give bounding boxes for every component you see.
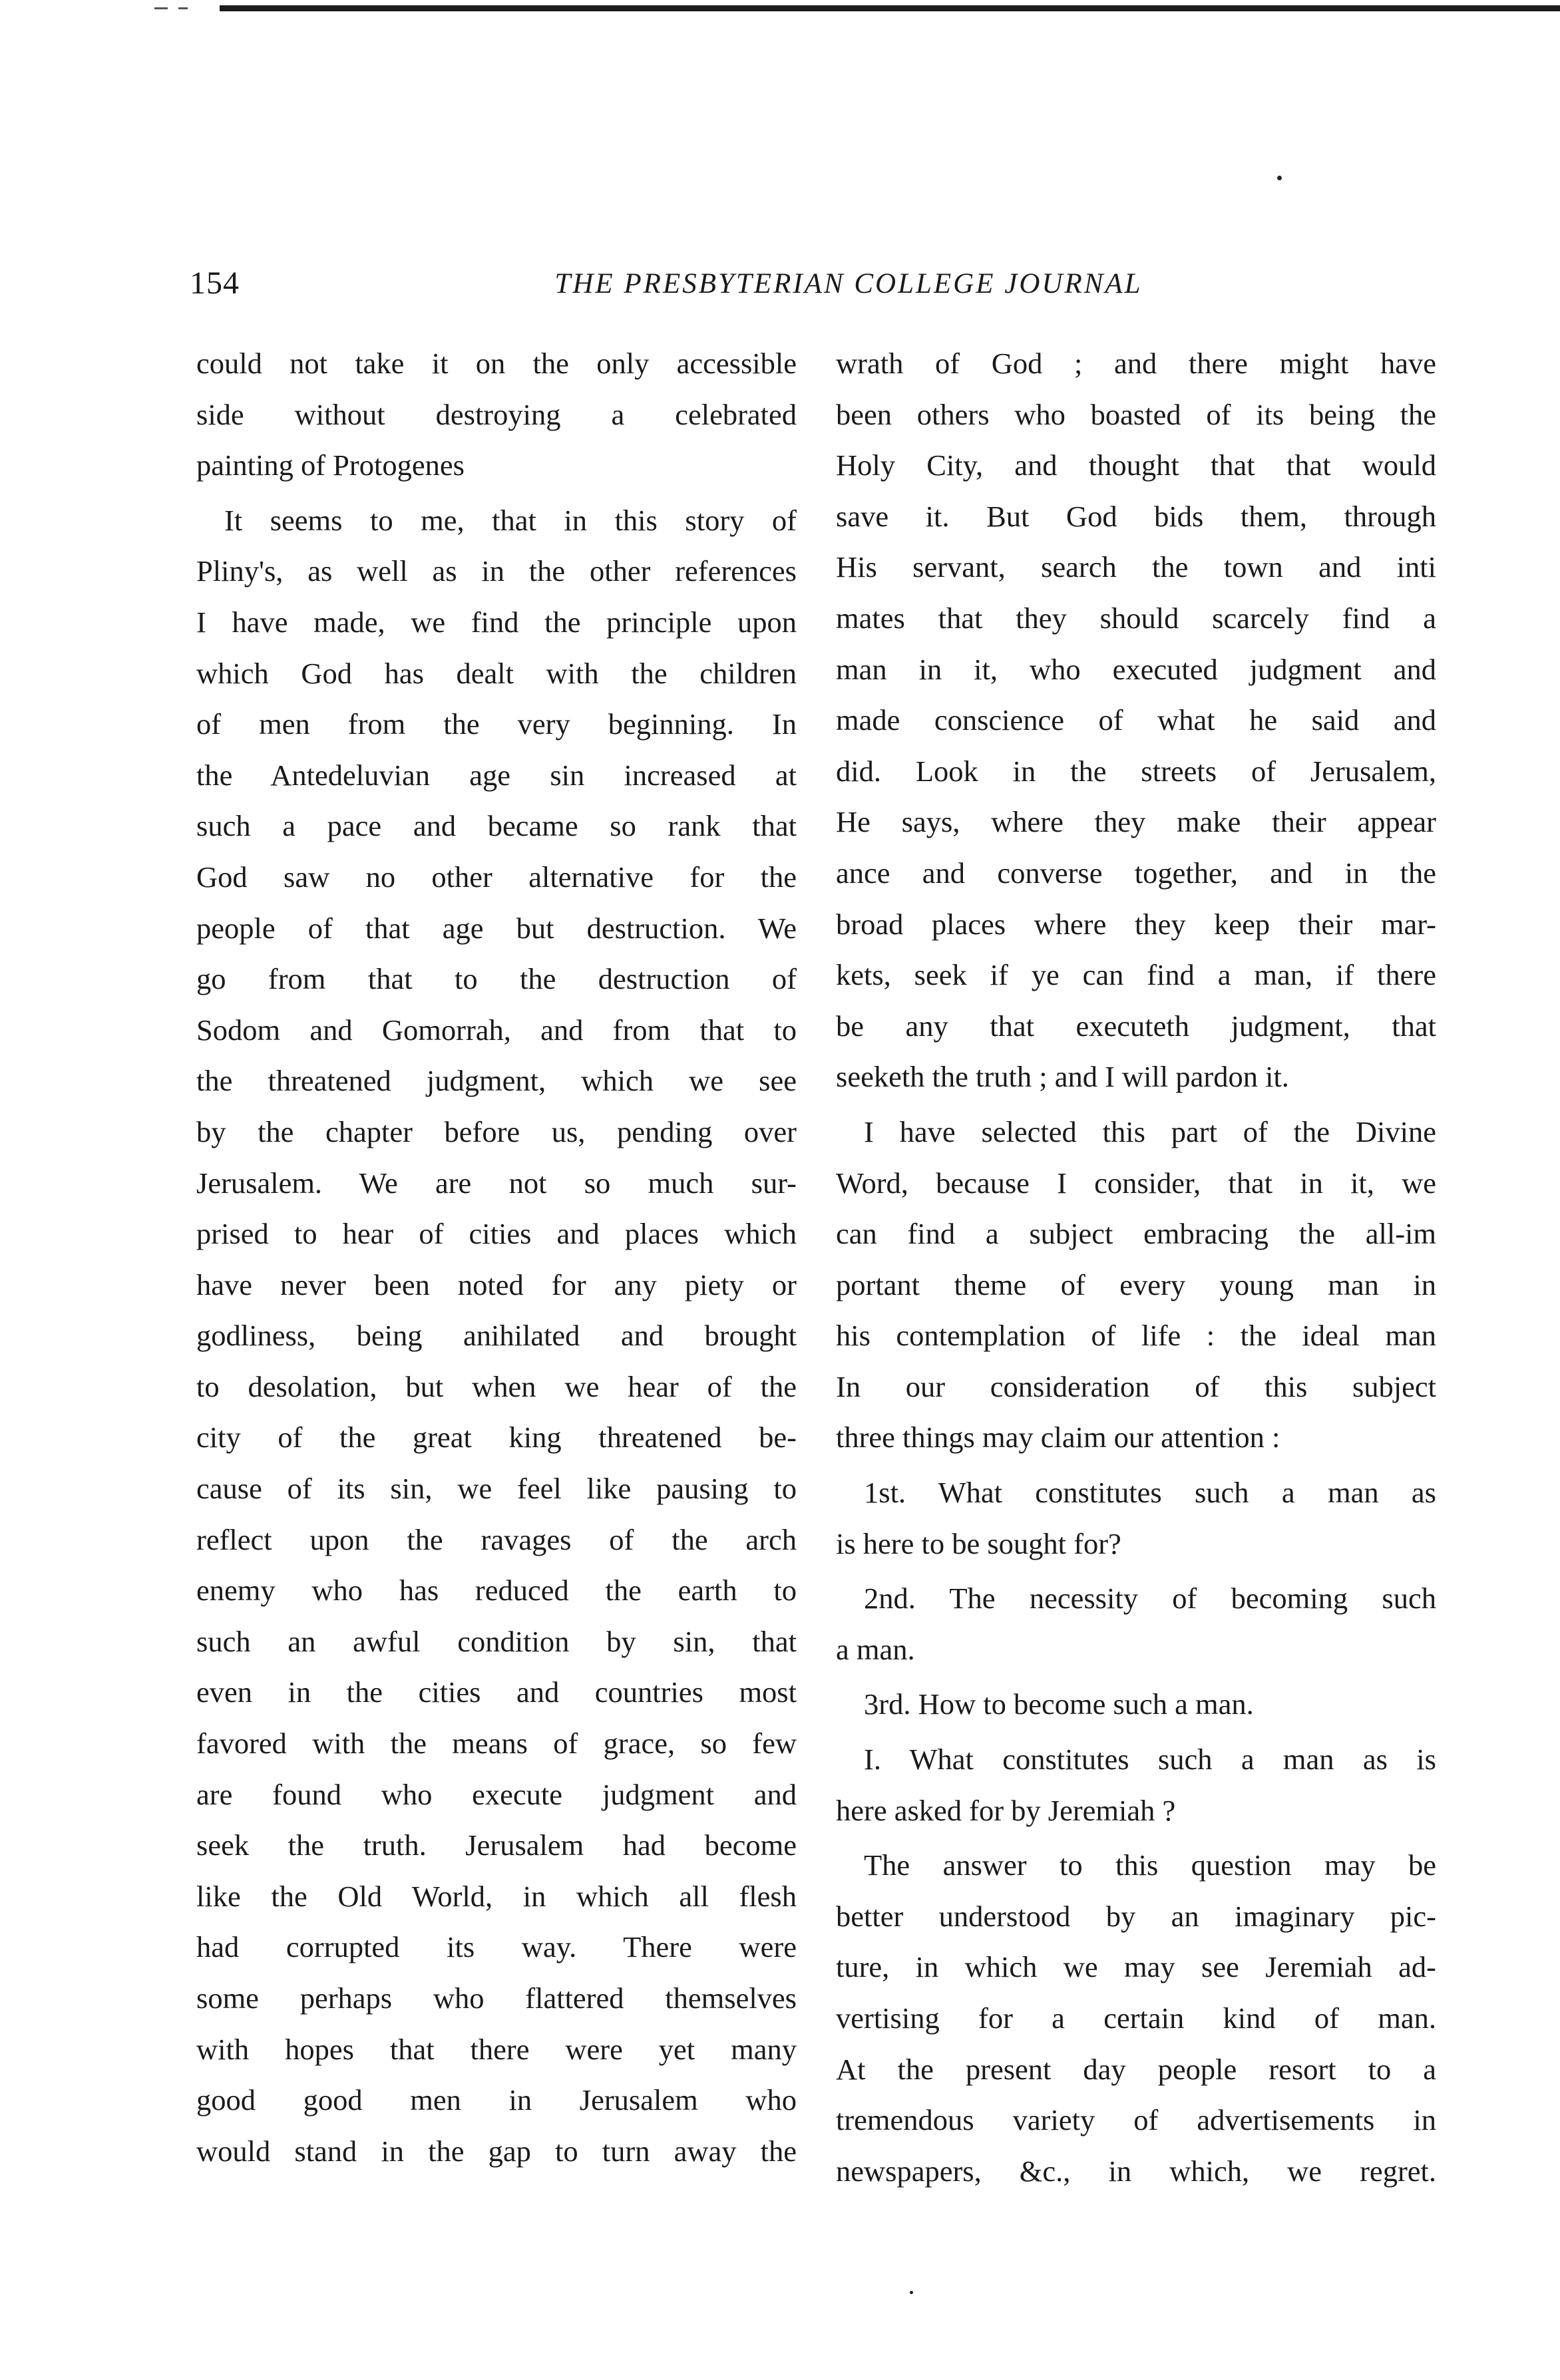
text-line: newspapers, &c., in which, we regret. bbox=[836, 2154, 1436, 2188]
text-line: better understood by an imaginary pic- bbox=[836, 1899, 1436, 1933]
text-line: seeketh the truth ; and I will pardon it. bbox=[836, 1060, 1289, 1094]
text-line: 3rd. How to become such a man. bbox=[864, 1687, 1254, 1721]
scan-speck bbox=[910, 2291, 913, 2294]
text-line: such a pace and became so rank that bbox=[196, 809, 797, 843]
text-line: be any that executeth judgment, that bbox=[836, 1009, 1436, 1043]
text-line: man in it, who executed judgment and bbox=[836, 652, 1436, 686]
text-line: favored with the means of grace, so few bbox=[196, 1727, 797, 1761]
text-line: here asked for by Jeremiah ? bbox=[836, 1793, 1176, 1827]
text-line: Holy City, and thought that that would bbox=[836, 448, 1436, 482]
text-line: save it. But God bids them, through bbox=[836, 499, 1436, 533]
text-line: been others who boasted of its being the bbox=[836, 397, 1436, 431]
text-line: ance and converse together, and in the bbox=[836, 856, 1436, 890]
text-line: people of that age but destruction. We bbox=[196, 911, 797, 945]
text-line: painting of Protogenes bbox=[196, 448, 465, 482]
text-line: his contemplation of life : the ideal man bbox=[836, 1319, 1436, 1353]
text-line: He says, where they make their appear bbox=[836, 805, 1436, 839]
text-line: have never been noted for any piety or bbox=[196, 1268, 797, 1301]
text-line: can find a subject embracing the all-im bbox=[836, 1217, 1436, 1251]
text-line: Sodom and Gomorrah, and from that to bbox=[196, 1013, 797, 1047]
text-line: His servant, search the town and inti bbox=[836, 550, 1436, 584]
text-line: vertising for a certain kind of man. bbox=[836, 2001, 1436, 2035]
text-line: I have selected this part of the Divine bbox=[864, 1114, 1436, 1148]
scan-speck bbox=[1277, 176, 1282, 180]
text-line: side without destroying a celebrated bbox=[196, 397, 797, 431]
text-line: enemy who has reduced the earth to bbox=[196, 1574, 797, 1608]
text-line: made conscience of what he said and bbox=[836, 703, 1436, 737]
text-line: is here to be sought for? bbox=[836, 1526, 1121, 1560]
text-line: even in the cities and countries most bbox=[196, 1675, 797, 1709]
text-line: with hopes that there were yet many bbox=[196, 2032, 797, 2066]
text-line: good good men in Jerusalem who bbox=[196, 2083, 797, 2117]
text-line: a man. bbox=[836, 1632, 915, 1666]
scan-edge-mark bbox=[178, 7, 188, 9]
text-line: In our consideration of this subject bbox=[836, 1369, 1436, 1403]
right-text-column bbox=[836, 338, 1436, 2196]
text-line: ture, in which we may see Jeremiah ad- bbox=[836, 1950, 1436, 1984]
text-line: to desolation, but when we hear of the bbox=[196, 1369, 797, 1403]
page-number: 154 bbox=[190, 265, 240, 301]
text-line: God saw no other alternative for the bbox=[196, 860, 797, 894]
running-head bbox=[190, 265, 1434, 311]
text-line: It seems to me, that in this story of bbox=[224, 503, 797, 537]
text-line: such an awful condition by sin, that bbox=[196, 1624, 797, 1658]
text-line: the Antedeluvian age sin increased at bbox=[196, 758, 797, 792]
text-line: Pliny's, as well as in the other references bbox=[196, 554, 797, 588]
text-line: go from that to the destruction of bbox=[196, 962, 797, 996]
text-line: would stand in the gap to turn away the bbox=[196, 2134, 797, 2168]
text-line: had corrupted its way. There were bbox=[196, 1930, 797, 1964]
text-line: At the present day people resort to a bbox=[836, 2052, 1436, 2086]
left-text-column bbox=[196, 338, 797, 2176]
text-line: cause of its sin, we feel like pausing to bbox=[196, 1472, 797, 1506]
text-line: reflect upon the ravages of the arch bbox=[196, 1522, 797, 1556]
text-line: the threatened judgment, which we see bbox=[196, 1064, 797, 1098]
text-line: like the Old World, in which all flesh bbox=[196, 1879, 797, 1913]
text-line: 2nd. The necessity of becoming such bbox=[864, 1582, 1436, 1615]
text-line: portant theme of every young man in bbox=[836, 1268, 1436, 1301]
text-line: Word, because I consider, that in it, we bbox=[836, 1166, 1436, 1200]
text-line: 1st. What constitutes such a man as bbox=[864, 1476, 1436, 1510]
text-line: tremendous variety of advertisements in bbox=[836, 2103, 1436, 2137]
scan-edge-line bbox=[220, 5, 1560, 11]
text-line: could not take it on the only accessible bbox=[196, 347, 797, 380]
text-line: of men from the very beginning. In bbox=[196, 707, 797, 741]
text-line: seek the truth. Jerusalem had become bbox=[196, 1828, 797, 1862]
text-line: The answer to this question may be bbox=[864, 1848, 1436, 1882]
text-line: did. Look in the streets of Jerusalem, bbox=[836, 754, 1436, 788]
text-line: three things may claim our attention : bbox=[836, 1421, 1280, 1454]
text-line: broad places where they keep their mar- bbox=[836, 907, 1436, 941]
text-line: by the chapter before us, pending over bbox=[196, 1114, 797, 1148]
text-line: I have made, we find the principle upon bbox=[196, 605, 797, 639]
text-line: kets, seek if ye can find a man, if there bbox=[836, 958, 1436, 992]
text-line: some perhaps who flattered themselves bbox=[196, 1981, 797, 2015]
text-line: I. What constitutes such a man as is bbox=[864, 1743, 1436, 1777]
text-line: which God has dealt with the children bbox=[196, 656, 797, 690]
text-line: mates that they should scarcely find a bbox=[836, 601, 1436, 635]
text-line: godliness, being anihilated and brought bbox=[196, 1319, 797, 1353]
text-line: wrath of God ; and there might have bbox=[836, 347, 1436, 380]
journal-title: THE PRESBYTERIAN COLLEGE JOURNAL bbox=[554, 268, 1143, 299]
text-line: prised to hear of cities and places which bbox=[196, 1217, 797, 1251]
text-line: city of the great king threatened be- bbox=[196, 1421, 797, 1454]
text-line: are found who execute judgment and bbox=[196, 1777, 797, 1811]
scan-edge-mark bbox=[154, 7, 168, 9]
text-line: Jerusalem. We are not so much sur- bbox=[196, 1166, 797, 1200]
